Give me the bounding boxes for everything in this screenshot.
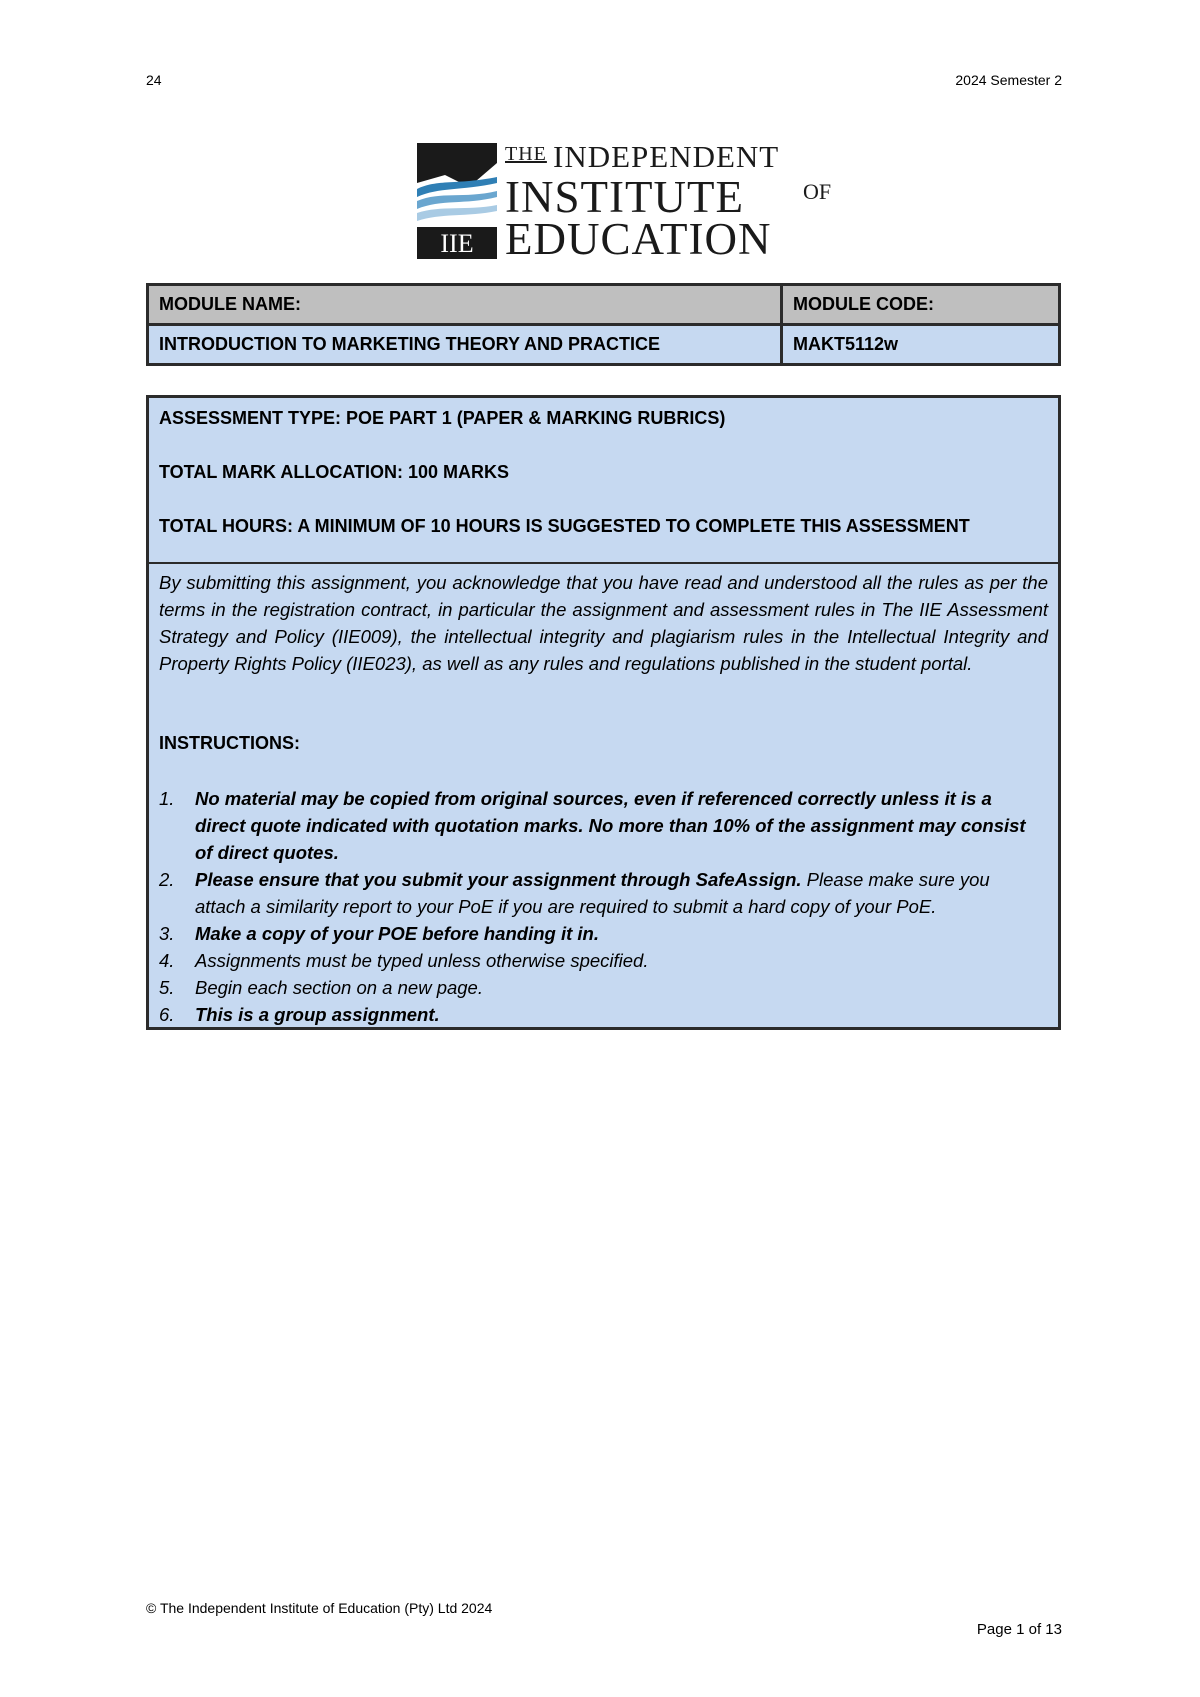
instruction-item: 4. Assignments must be typed unless otherwise specified. — [159, 950, 649, 971]
acknowledgement-text: By submitting this assignment, you acknowledge that you have read and understood all the rules as per the terms in the registration contract, in particular the assignment and assessment rules in The IIE Assessment Strategy and Policy (IIE009), the intellectual integrity and plagiarism rules in the Intellectual Integrity and Property Rights Policy (IIE023), as well as any rules and regulations published in the student portal. — [159, 572, 1048, 674]
footer-page-number: Page 1 of 13 — [976, 1621, 1062, 1638]
assessment-type: ASSESSMENT TYPE: POE PART 1 (PAPER & MARKING RUBRICS) — [159, 408, 726, 428]
logo-independent: INDEPENDENT — [553, 139, 780, 174]
instruction-item: 3. Make a copy of your POE before handing it in. — [159, 923, 599, 944]
iie-logo-mark-icon — [417, 143, 497, 259]
module-code-value: MAKT5112w — [782, 325, 1060, 365]
logo-institute: INSTITUTE — [505, 172, 744, 222]
assessment-box — [146, 395, 1061, 1030]
module-code-label: MODULE CODE: — [782, 285, 1060, 325]
header-semester: 2024 Semester 2 — [955, 72, 1062, 88]
header-module-number: 24 — [146, 72, 162, 88]
instruction-item: 5. Begin each section on a new page. — [159, 977, 483, 998]
total-mark-allocation: TOTAL MARK ALLOCATION: 100 MARKS — [159, 462, 509, 482]
module-name-label: MODULE NAME: — [148, 285, 782, 325]
instruction-item: 6. This is a group assignment. — [159, 1004, 440, 1025]
box-divider — [149, 562, 1058, 564]
module-table — [146, 283, 1061, 366]
logo-of: OF — [803, 179, 832, 204]
logo-education: EDUCATION — [505, 214, 772, 264]
instruction-item: 1. No material may be copied from original sources, even if referenced correctly unless it is a direct quote indicated with quotation marks. No more than 10% of the assignment may consist of direct quotes. — [159, 788, 1026, 863]
module-value-row — [148, 325, 1060, 365]
module-header-row — [148, 285, 1060, 325]
footer-copyright: © The Independent Institute of Education (Pty) Ltd 2024 — [146, 1600, 493, 1616]
iie-logo — [417, 139, 837, 264]
instruction-item: 2. Please ensure that you submit your assignment through SafeAssign. Please make sure you attach a similarity report to your PoE if you are required to submit a hard copy of your PoE. — [159, 869, 990, 917]
module-name-value: INTRODUCTION TO MARKETING THEORY AND PRACTICE — [148, 325, 782, 365]
instructions-heading: INSTRUCTIONS: — [159, 733, 300, 753]
instructions-list — [159, 785, 1040, 1028]
logo-the: THE — [505, 143, 547, 165]
total-hours: TOTAL HOURS: A MINIMUM OF 10 HOURS IS SUGGESTED TO COMPLETE THIS ASSESSMENT — [159, 516, 970, 536]
iie-mark-text: IIE — [440, 229, 474, 258]
